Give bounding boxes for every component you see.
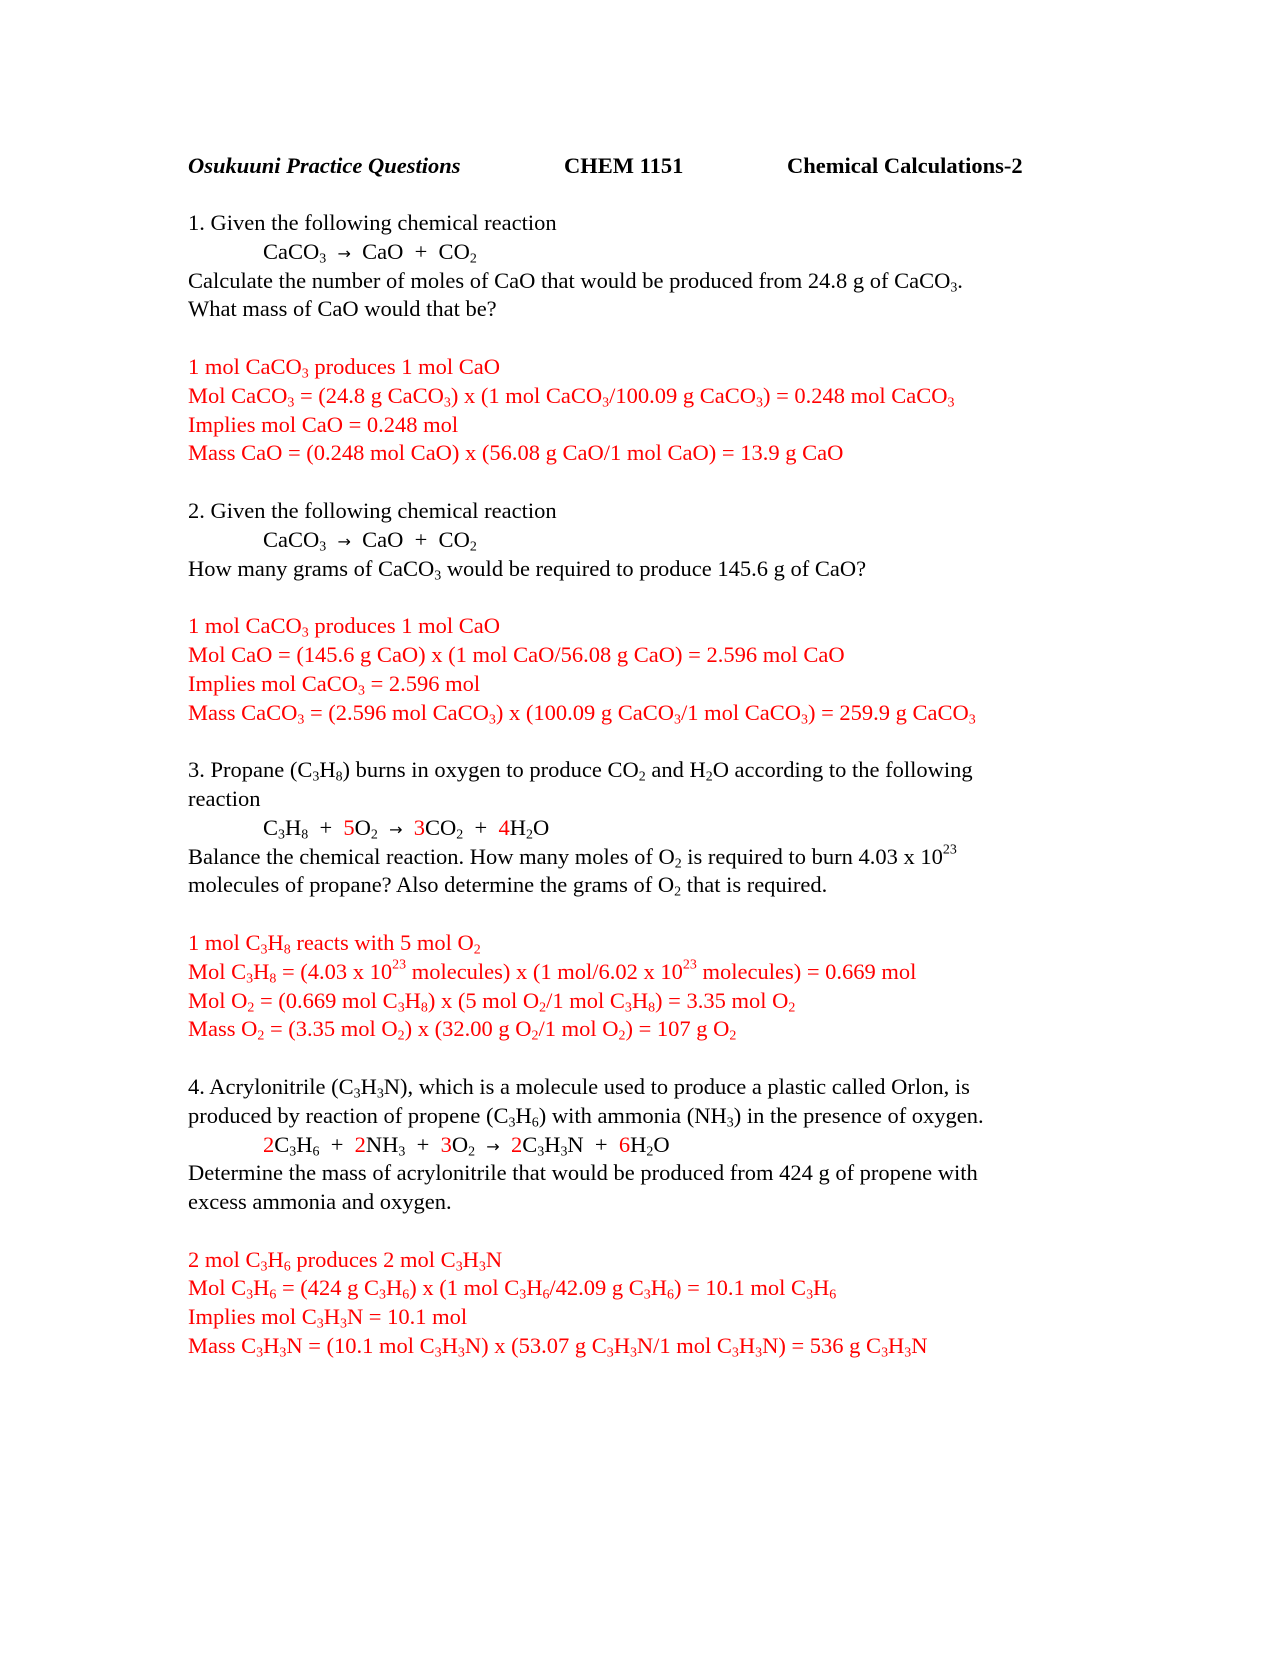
q3-answer-line-3: Mol $O_2 = (0.669$ mol $C_3H_8$) x (5 mol $O_2/1$ mol $C_3H_8) = 3.35$ mol $O_2$ [188,987,796,1015]
q2-question: How many grams of CaCO$_3$ would be required to produce 145.6 g of CaO? [188,555,867,584]
q4-question-line-2: excess ammonia and oxygen. [188,1189,452,1215]
q4-coef-o2: 3 [440,1131,452,1157]
q2-answer-line-2: Mol CaO = (145.6 g CaO) x (1 mol CaO/56.08 g CaO) = 2.596 mol CaO [188,641,845,667]
q3-question-line-1: Balance the chemical reaction. How many moles of $O_2$ is required to burn 4.03 x $10^{23}$ [188,842,957,872]
q3-intro-line-2: reaction [188,785,261,811]
q4-question-line-1: Determine the mass of acrylonitrile that would be produced from 424 g of propene with [188,1160,978,1186]
q4-coef-h2o: 6 [618,1131,631,1157]
q4-coef-acrylonitrile: 2 [510,1131,523,1157]
q4-coef-nh3: 2 [354,1131,366,1157]
q3-answer-line-2: Mol $C_3H_8 = (4.03$ x $10^{23}$ molecules) x (1 mol/6.02 x $10^{23}$ molecules) = 0.669 mol [188,957,917,987]
q4-reaction: $2C_3H_6 + 2NH_3 + 3O_2 \to 2C_3H_3N + 6H_2O$ [263,1131,670,1159]
q3-intro-line-1: 3. Propane $(C_3H_8)$ burns in oxygen to produce $CO_2$ and $H_2O$ according to the following [188,757,973,785]
q1-answer-line-3: Implies mol CaO = 0.248 mol [188,411,459,437]
q3-answer-line-4: Mass $O_2 = (3.35$ mol $O_2$) x (32.00 g $O_2/1$ mol $O_2) = 107$ g $O_2$ [188,1016,737,1044]
q3-reaction: $C_3H_8 + 5O_2 \to 3CO_2 + 4H_2O$ [263,814,550,843]
q2-intro: 2. Given the following chemical reaction [188,497,557,523]
q3-coef-h2o: 4 [498,814,510,840]
header-topic: Chemical Calculations-2 [787,153,1023,178]
q4-answer-line-2: Mol $C_3H_6 = (424$ g $C_3H_6$) x (1 mol $C_3H_6/42.09$ g $C_3H_6) = 10.1$ mol $C_3H_6$ [188,1275,837,1303]
q1-reaction: CaCO$_3$ → CaO + $CO_2$ [263,238,477,267]
q3-coef-o2: 5 [343,814,355,840]
header-course: CHEM 1151 [564,153,684,178]
q4-answer-line-1: 2 mol $C_3H_6$ produces 2 mol $C_3H_3N$ [188,1246,503,1275]
q1-answer-line-1: 1 mol CaCO$_3$ produces 1 mol CaO [188,353,500,382]
header-title: Osukuuni Practice Questions [188,153,461,178]
q4-answer-line-3: Implies mol $C_3H_3N = 10.1$ mol [188,1304,468,1332]
q2-answer-line-3: Implies mol CaCO$_3$ = 2.596 mol [188,670,481,699]
q2-answer-line-4: Mass CaCO$_3$ = (2.596 mol CaCO$_3$) x (100.09 g CaCO$_3$/1 mol CaCO$_3$) = 259.9 g CaCO$_3$ [188,699,976,728]
q1-intro: 1. Given the following chemical reaction [188,210,557,235]
q1-answer-line-4: Mass CaO = (0.248 mol CaO) x (56.08 g CaO/1 mol CaO) = 13.9 g CaO [188,440,844,466]
q1-question-line-2: What mass of CaO would that be? [188,296,497,322]
q3-answer-line-1: 1 mol $C_3H_8$ reacts with 5 mol $O_2$ [188,929,481,958]
q4-coef-propene: 2 [263,1131,275,1157]
q2-answer-line-1: 1 mol CaCO$_3$ produces 1 mol CaO [188,613,500,641]
q4-intro-line-1: 4. Acrylonitrile $(C_3H_3N)$, which is a molecule used to produce a plastic called Orlon, is [188,1073,970,1102]
document-body [188,209,1088,1361]
q2-reaction: CaCO$_3$ → CaO + $CO_2$ [263,526,477,555]
q1-answer-line-2: Mol CaCO$_3$ = (24.8 g CaCO$_3$) x (1 mol CaCO$_3$/100.09 g CaCO$_3$) = 0.248 mol CaCO$_3$ [188,382,955,411]
q4-intro-line-2: produced by reaction of propene $(C_3H_6)$ with ammonia $(NH_3)$ in the presence of oxygen. [188,1102,984,1131]
q3-coef-co2: 3 [413,814,426,840]
q4-answer-line-4: Mass $C_3H_3N = (10.1$ mol $C_3H_3N$) x (53.07 g $C_3H_3N/1$ mol $C_3H_3N) = 536$ g $C_3H_3N$ [188,1333,928,1361]
q1-question-line-1: Calculate the number of moles of CaO that would be produced from 24.8 g of CaCO$_3$. [188,267,963,296]
q3-question-line-2: molecules of propane? Also determine the grams of $O_2$ that is required. [188,872,828,900]
